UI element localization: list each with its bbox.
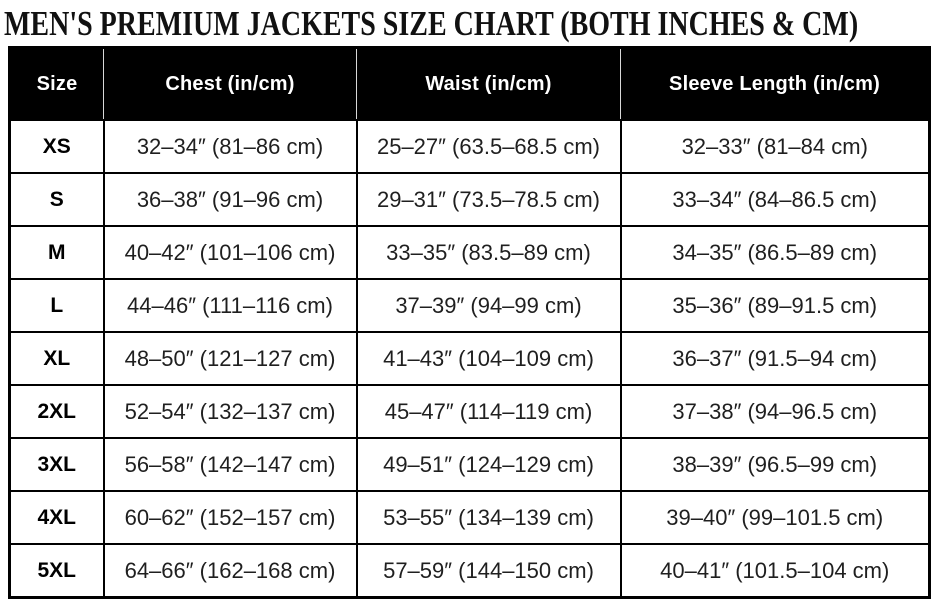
sleeve-cell: 32–33″ (81–84 cm) <box>621 120 930 173</box>
waist-cell: 57–59″ (144–150 cm) <box>357 544 621 598</box>
size-cell: S <box>10 173 104 226</box>
sleeve-cell: 34–35″ (86.5–89 cm) <box>621 226 930 279</box>
col-header-size: Size <box>10 48 104 121</box>
size-cell: XL <box>10 332 104 385</box>
sleeve-cell: 33–34″ (84–86.5 cm) <box>621 173 930 226</box>
size-cell: 4XL <box>10 491 104 544</box>
chest-cell: 52–54″ (132–137 cm) <box>104 385 357 438</box>
waist-cell: 37–39″ (94–99 cm) <box>357 279 621 332</box>
size-cell: XS <box>10 120 104 173</box>
size-chart-table <box>8 46 931 599</box>
table-row <box>10 120 930 173</box>
table-header <box>10 48 930 121</box>
col-header-chest: Chest (in/cm) <box>104 48 357 121</box>
waist-cell: 49–51″ (124–129 cm) <box>357 438 621 491</box>
waist-cell: 53–55″ (134–139 cm) <box>357 491 621 544</box>
table-row <box>10 226 930 279</box>
table-row <box>10 385 930 438</box>
chest-cell: 56–58″ (142–147 cm) <box>104 438 357 491</box>
table-row <box>10 332 930 385</box>
chest-cell: 36–38″ (91–96 cm) <box>104 173 357 226</box>
chest-cell: 44–46″ (111–116 cm) <box>104 279 357 332</box>
chest-cell: 60–62″ (152–157 cm) <box>104 491 357 544</box>
waist-cell: 41–43″ (104–109 cm) <box>357 332 621 385</box>
sleeve-cell: 39–40″ (99–101.5 cm) <box>621 491 930 544</box>
size-cell: 3XL <box>10 438 104 491</box>
table-row <box>10 438 930 491</box>
size-cell: L <box>10 279 104 332</box>
table-row <box>10 279 930 332</box>
size-cell: M <box>10 226 104 279</box>
waist-cell: 45–47″ (114–119 cm) <box>357 385 621 438</box>
header-row <box>10 48 930 121</box>
table-row <box>10 544 930 598</box>
sleeve-cell: 36–37″ (91.5–94 cm) <box>621 332 930 385</box>
page-title: MEN'S PREMIUM JACKETS SIZE CHART (BOTH INCHES & CM) <box>4 4 859 43</box>
table-row <box>10 173 930 226</box>
sleeve-cell: 37–38″ (94–96.5 cm) <box>621 385 930 438</box>
col-header-sleeve: Sleeve Length (in/cm) <box>621 48 930 121</box>
size-cell: 2XL <box>10 385 104 438</box>
sleeve-cell: 38–39″ (96.5–99 cm) <box>621 438 930 491</box>
size-cell: 5XL <box>10 544 104 598</box>
table-body <box>10 120 930 598</box>
sleeve-cell: 40–41″ (101.5–104 cm) <box>621 544 930 598</box>
chest-cell: 64–66″ (162–168 cm) <box>104 544 357 598</box>
chest-cell: 32–34″ (81–86 cm) <box>104 120 357 173</box>
table-row <box>10 491 930 544</box>
chest-cell: 40–42″ (101–106 cm) <box>104 226 357 279</box>
chest-cell: 48–50″ (121–127 cm) <box>104 332 357 385</box>
waist-cell: 25–27″ (63.5–68.5 cm) <box>357 120 621 173</box>
waist-cell: 33–35″ (83.5–89 cm) <box>357 226 621 279</box>
waist-cell: 29–31″ (73.5–78.5 cm) <box>357 173 621 226</box>
col-header-waist: Waist (in/cm) <box>357 48 621 121</box>
sleeve-cell: 35–36″ (89–91.5 cm) <box>621 279 930 332</box>
